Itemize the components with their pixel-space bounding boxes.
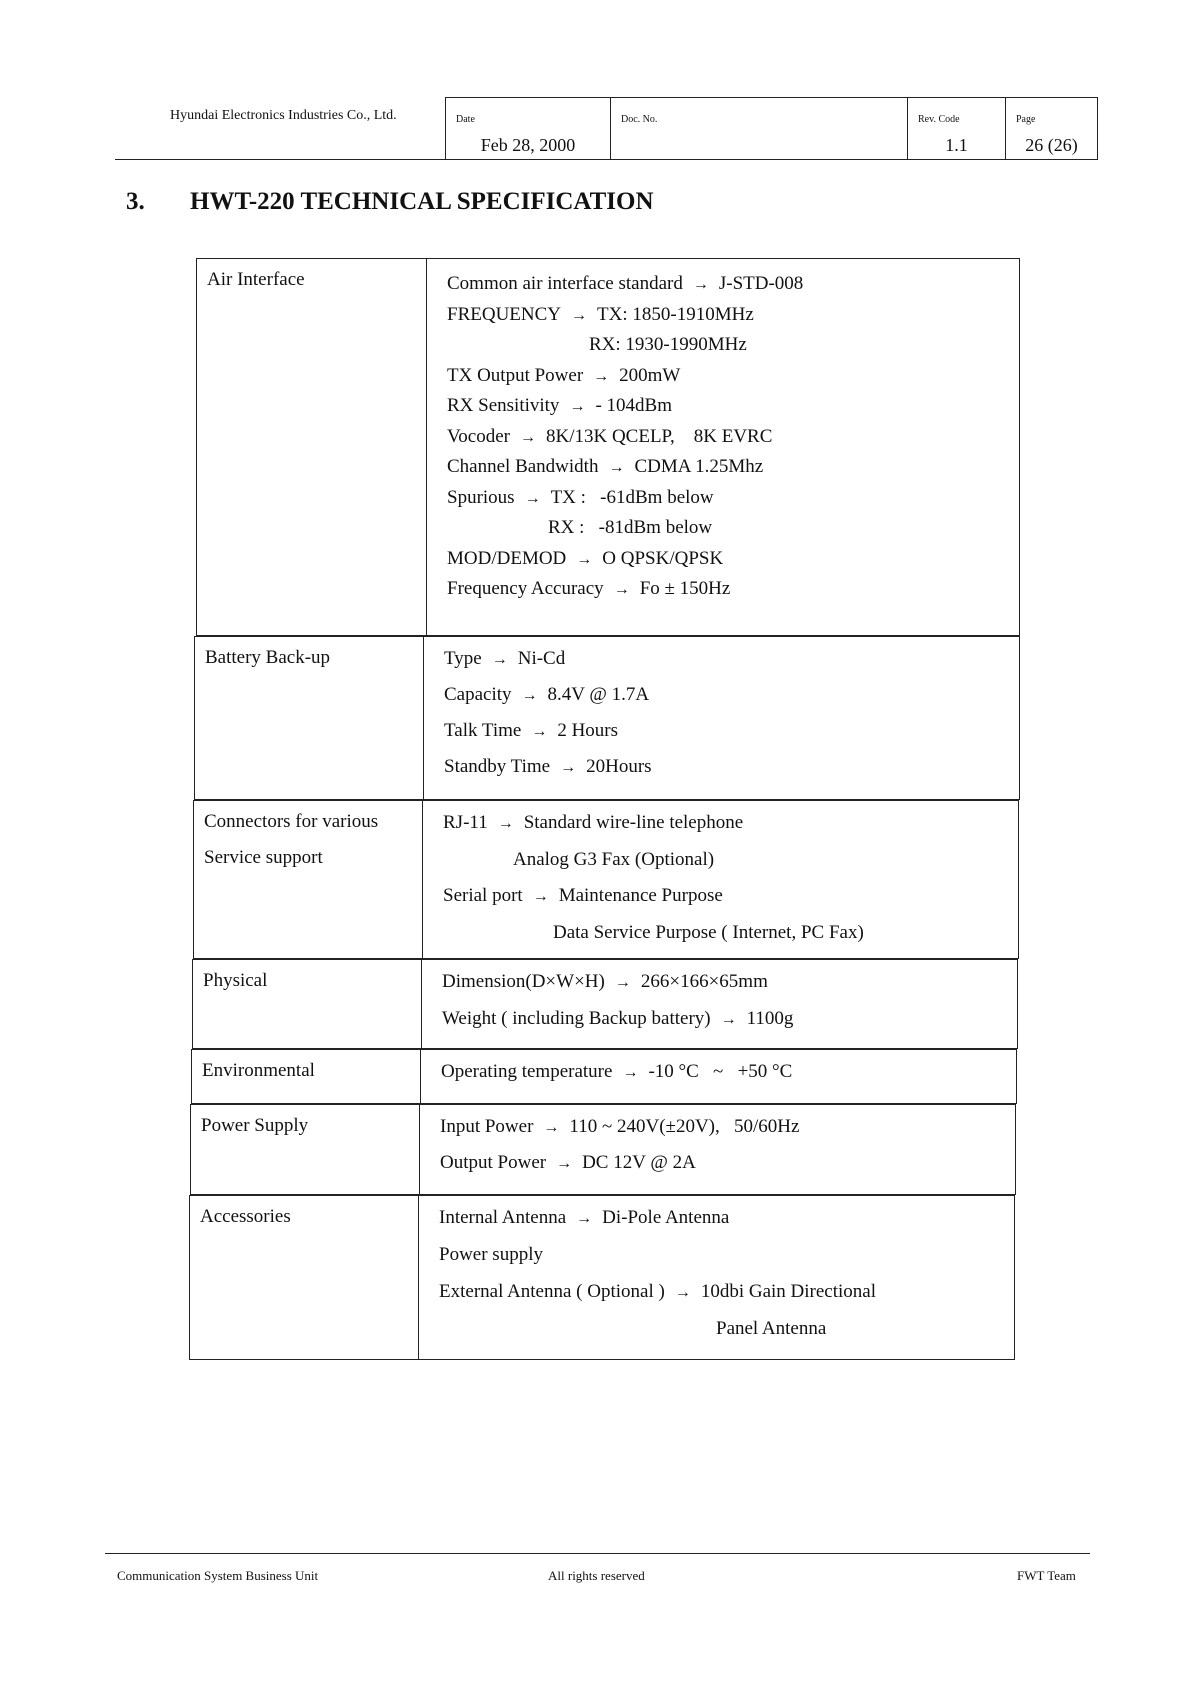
spec-values bbox=[419, 1196, 1014, 1359]
arrow-right-icon: → bbox=[622, 1064, 639, 1081]
doc-no-label: Doc. No. bbox=[621, 114, 658, 125]
spec-line bbox=[439, 1207, 729, 1229]
spec-line bbox=[444, 756, 652, 778]
spec-line bbox=[553, 922, 864, 944]
spec-key: Vocoder bbox=[447, 425, 510, 447]
spec-line bbox=[442, 1008, 793, 1030]
spec-value: -10 °C ~ +50 °C bbox=[648, 1061, 793, 1082]
spec-key: Dimension(D×W×H) bbox=[442, 971, 605, 992]
spec-row bbox=[194, 636, 1020, 800]
arrow-right-icon: → bbox=[543, 1119, 560, 1136]
spec-row bbox=[192, 959, 1018, 1049]
spec-key: Common air interface standard bbox=[447, 273, 683, 294]
spec-row bbox=[189, 1195, 1015, 1360]
spec-value: Maintenance Purpose bbox=[558, 885, 723, 906]
spec-line bbox=[442, 971, 768, 993]
spec-key: RJ-11 bbox=[443, 812, 488, 833]
spec-label: Power Supply bbox=[191, 1105, 420, 1194]
spec-value: Ni-Cd bbox=[517, 648, 566, 669]
arrow-right-icon: → bbox=[674, 1284, 691, 1301]
rev-code-box bbox=[907, 97, 1005, 160]
spec-label bbox=[194, 801, 423, 958]
spec-value: Panel Antenna bbox=[716, 1318, 827, 1339]
spec-value: CDMA 1.25Mhz bbox=[634, 456, 764, 477]
arrow-right-icon: → bbox=[571, 306, 588, 324]
spec-value: Analog G3 Fax (Optional) bbox=[513, 848, 715, 870]
spec-line bbox=[441, 1061, 792, 1083]
spec-line bbox=[444, 720, 618, 742]
spec-label: Physical bbox=[193, 960, 422, 1048]
spec-key: Channel Bandwidth bbox=[447, 456, 599, 477]
footer-right: FWT Team bbox=[1017, 1568, 1076, 1583]
spec-line bbox=[548, 517, 712, 539]
arrow-right-icon: → bbox=[692, 276, 709, 293]
spec-values bbox=[422, 960, 1017, 1048]
spec-label: Environmental bbox=[192, 1050, 421, 1103]
spec-line bbox=[447, 578, 730, 600]
spec-label-line: Service support bbox=[204, 847, 323, 868]
spec-values bbox=[421, 1050, 1016, 1103]
spec-values bbox=[423, 801, 1018, 958]
arrow-right-icon: → bbox=[614, 974, 631, 991]
spec-key: RX Sensitivity bbox=[447, 395, 560, 416]
spec-value: 8K/13K QCELP, 8K EVRC bbox=[545, 425, 773, 447]
arrow-right-icon: → bbox=[497, 815, 514, 832]
arrow-right-icon: → bbox=[519, 428, 536, 446]
spec-row bbox=[191, 1049, 1017, 1104]
spec-line bbox=[443, 885, 723, 907]
spec-key: External Antenna ( Optional ) bbox=[439, 1281, 665, 1302]
arrow-right-icon: → bbox=[560, 759, 577, 776]
spec-key: Talk Time bbox=[444, 720, 522, 741]
spec-key: Input Power bbox=[440, 1116, 534, 1137]
spec-value: 200mW bbox=[619, 364, 681, 386]
spec-key: Power supply bbox=[439, 1244, 543, 1265]
arrow-right-icon: → bbox=[608, 459, 625, 476]
spec-line bbox=[447, 487, 714, 509]
spec-row bbox=[193, 800, 1019, 959]
spec-value: Di-Pole Antenna bbox=[602, 1207, 730, 1228]
spec-key: Type bbox=[444, 648, 482, 669]
spec-line bbox=[447, 395, 672, 417]
header-left-rule bbox=[115, 159, 445, 160]
arrow-right-icon: → bbox=[576, 1210, 593, 1227]
spec-label: Battery Back-up bbox=[195, 637, 424, 799]
spec-key: Operating temperature bbox=[441, 1061, 613, 1082]
spec-key: Standby Time bbox=[444, 756, 551, 777]
arrow-right-icon: → bbox=[532, 888, 549, 905]
arrow-right-icon: → bbox=[531, 723, 548, 740]
spec-values bbox=[424, 637, 1019, 799]
spec-key: Weight ( including Backup battery) bbox=[442, 1008, 711, 1029]
spec-line bbox=[716, 1318, 826, 1340]
spec-key: Capacity bbox=[444, 684, 512, 705]
spec-key: FREQUENCY bbox=[447, 303, 562, 325]
spec-value: TX : -61dBm below bbox=[550, 486, 714, 508]
spec-value: TX: 1850-1910MHz bbox=[597, 303, 754, 325]
arrow-right-icon: → bbox=[521, 687, 538, 704]
spec-line bbox=[447, 426, 772, 448]
spec-line bbox=[440, 1152, 696, 1174]
spec-label: Accessories bbox=[190, 1196, 419, 1359]
arrow-right-icon: → bbox=[524, 489, 541, 507]
spec-line bbox=[443, 812, 743, 834]
spec-value: RX: 1930-1990MHz bbox=[589, 334, 747, 355]
spec-line bbox=[589, 334, 747, 356]
spec-key: Serial port bbox=[443, 885, 523, 906]
footer-center: All rights reserved bbox=[548, 1568, 645, 1583]
spec-value: 10dbi Gain Directional bbox=[700, 1281, 877, 1302]
spec-key: Frequency Accuracy bbox=[447, 578, 604, 599]
spec-values bbox=[427, 259, 1019, 635]
spec-line bbox=[444, 648, 565, 670]
spec-value: Fo ± 150Hz bbox=[639, 578, 731, 599]
rev-code-value: 1.1 bbox=[945, 135, 968, 155]
arrow-right-icon: → bbox=[569, 398, 586, 415]
spec-value: Standard wire-line telephone bbox=[523, 812, 744, 833]
arrow-right-icon: → bbox=[556, 1155, 573, 1172]
rev-code-label: Rev. Code bbox=[918, 114, 960, 125]
spec-line bbox=[447, 365, 680, 387]
spec-values bbox=[420, 1105, 1015, 1194]
spec-value: DC 12V @ 2A bbox=[582, 1152, 696, 1173]
footer-rule bbox=[105, 1553, 1090, 1554]
spec-value: O QPSK/QPSK bbox=[602, 547, 724, 569]
spec-value: 2 Hours bbox=[557, 720, 619, 741]
spec-key: Spurious bbox=[447, 486, 515, 508]
spec-value: 1100g bbox=[746, 1008, 794, 1029]
section-title: HWT-220 TECHNICAL SPECIFICATION bbox=[190, 188, 654, 215]
date-label: Date bbox=[456, 114, 475, 125]
spec-key: MOD/DEMOD bbox=[447, 547, 567, 569]
spec-line bbox=[447, 456, 763, 478]
spec-value: 20Hours bbox=[586, 756, 652, 777]
spec-row bbox=[190, 1104, 1016, 1195]
spec-value: 110 ~ 240V(±20V), 50/60Hz bbox=[569, 1116, 800, 1137]
spec-key: TX Output Power bbox=[447, 364, 584, 386]
spec-line bbox=[447, 273, 803, 295]
spec-label-line: Connectors for various bbox=[204, 811, 379, 832]
spec-value: Data Service Purpose ( Internet, PC Fax) bbox=[553, 921, 864, 943]
spec-value: RX : -81dBm below bbox=[548, 517, 713, 538]
page-box bbox=[1005, 97, 1098, 160]
spec-value: - 104dBm bbox=[595, 395, 672, 416]
spec-value: 8.4V @ 1.7A bbox=[547, 684, 650, 705]
spec-row bbox=[196, 258, 1020, 636]
spec-line bbox=[439, 1244, 543, 1266]
spec-line bbox=[440, 1116, 799, 1138]
footer-left: Communication System Business Unit bbox=[117, 1568, 319, 1583]
spec-value: 266×166×65mm bbox=[640, 971, 768, 992]
doc-no-box bbox=[610, 97, 907, 160]
spec-key: Output Power bbox=[440, 1152, 547, 1173]
spec-key: Internal Antenna bbox=[439, 1207, 567, 1228]
spec-label: Air Interface bbox=[197, 259, 427, 635]
date-box bbox=[445, 97, 610, 160]
arrow-right-icon: → bbox=[593, 367, 610, 385]
company-name: Hyundai Electronics Industries Co., Ltd. bbox=[170, 108, 397, 123]
spec-line bbox=[444, 684, 649, 706]
arrow-right-icon: → bbox=[576, 550, 593, 568]
section-number: 3. bbox=[126, 188, 145, 215]
arrow-right-icon: → bbox=[720, 1011, 737, 1028]
spec-line bbox=[447, 304, 754, 326]
spec-line bbox=[439, 1281, 876, 1303]
spec-line bbox=[513, 849, 714, 871]
arrow-right-icon: → bbox=[491, 651, 508, 668]
page-label: Page bbox=[1016, 114, 1036, 125]
page-value: 26 (26) bbox=[1025, 135, 1078, 155]
date-value: Feb 28, 2000 bbox=[480, 135, 576, 155]
spec-value: J-STD-008 bbox=[718, 273, 804, 294]
arrow-right-icon: → bbox=[613, 581, 630, 598]
spec-line bbox=[447, 548, 723, 570]
